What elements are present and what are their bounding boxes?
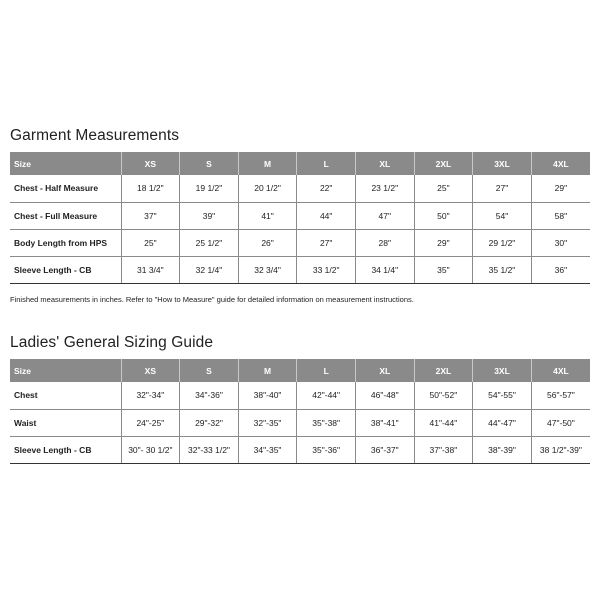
- table-cell: 38"-41": [355, 409, 414, 436]
- table-cell: 36"-37": [355, 436, 414, 463]
- row-label: Sleeve Length - CB: [10, 436, 121, 463]
- table-cell: 37"-38": [414, 436, 473, 463]
- table-cell: 35 1/2": [473, 256, 532, 283]
- header-xs: XS: [121, 152, 180, 175]
- table-cell: 22": [297, 175, 356, 202]
- table-cell: 35": [414, 256, 473, 283]
- table-cell: 56"-57": [531, 382, 590, 409]
- table-cell: 34"-36": [180, 382, 239, 409]
- header-2xl: 2XL: [414, 359, 473, 382]
- table-cell: 54"-55": [473, 382, 532, 409]
- table-cell: 38 1/2"-39": [531, 436, 590, 463]
- table-cell: 32 3/4": [238, 256, 297, 283]
- table-row: [10, 409, 590, 436]
- table-row: [10, 436, 590, 463]
- table-cell: 46"-48": [355, 382, 414, 409]
- table-cell: 23 1/2": [355, 175, 414, 202]
- table-cell: 27": [297, 229, 356, 256]
- header-xl: XL: [355, 152, 414, 175]
- table-cell: 35"-38": [297, 409, 356, 436]
- table-cell: 26": [238, 229, 297, 256]
- header-s: S: [180, 359, 239, 382]
- table-cell: 44"-47": [473, 409, 532, 436]
- table-cell: 29"-32": [180, 409, 239, 436]
- table-cell: 41": [238, 202, 297, 229]
- header-xs: XS: [121, 359, 180, 382]
- row-label: Chest - Half Measure: [10, 175, 121, 202]
- table-cell: 50"-52": [414, 382, 473, 409]
- header-l: L: [297, 359, 356, 382]
- table-cell: 28": [355, 229, 414, 256]
- table-cell: 54": [473, 202, 532, 229]
- table-cell: 38"-39": [473, 436, 532, 463]
- table-cell: 19 1/2": [180, 175, 239, 202]
- table-row: [10, 229, 590, 256]
- table-row: [10, 175, 590, 202]
- row-label: Waist: [10, 409, 121, 436]
- header-l: L: [297, 152, 356, 175]
- table-cell: 32 1/4": [180, 256, 239, 283]
- measurement-note: Finished measurements in inches. Refer to "How to Measure" guide for detailed information on measurement instructions.: [10, 295, 414, 304]
- table-cell: 29": [531, 175, 590, 202]
- table-row: [10, 382, 590, 409]
- table-cell: 34 1/4": [355, 256, 414, 283]
- header-4xl: 4XL: [531, 359, 590, 382]
- table-cell: 47"-50": [531, 409, 590, 436]
- table-cell: 29": [414, 229, 473, 256]
- garment-measurements-title: Garment Measurements: [10, 127, 180, 144]
- table-cell: 39": [180, 202, 239, 229]
- table-cell: 30"- 30 1/2": [121, 436, 180, 463]
- table-cell: 25": [121, 229, 180, 256]
- row-label: Chest: [10, 382, 121, 409]
- table-cell: 37": [121, 202, 180, 229]
- header-size: Size: [10, 359, 121, 382]
- row-label: Sleeve Length - CB: [10, 256, 121, 283]
- header-2xl: 2XL: [414, 152, 473, 175]
- header-xl: XL: [355, 359, 414, 382]
- header-3xl: 3XL: [473, 359, 532, 382]
- table-cell: 44": [297, 202, 356, 229]
- table-cell: 30": [531, 229, 590, 256]
- table-cell: 42"-44": [297, 382, 356, 409]
- table-cell: 36": [531, 256, 590, 283]
- table-cell: 58": [531, 202, 590, 229]
- table-cell: 25": [414, 175, 473, 202]
- header-4xl: 4XL: [531, 152, 590, 175]
- table-row: [10, 256, 590, 283]
- header-s: S: [180, 152, 239, 175]
- table-cell: 35"-36": [297, 436, 356, 463]
- ladies-sizing-table: [10, 359, 590, 464]
- table-cell: 33 1/2": [297, 256, 356, 283]
- table-cell: 24"-25": [121, 409, 180, 436]
- row-label: Body Length from HPS: [10, 229, 121, 256]
- table-cell: 38"-40": [238, 382, 297, 409]
- table-cell: 27": [473, 175, 532, 202]
- table-header-row: [10, 152, 590, 175]
- header-m: M: [238, 359, 297, 382]
- table-cell: 32"-35": [238, 409, 297, 436]
- header-3xl: 3XL: [473, 152, 532, 175]
- garment-measurements-table: [10, 152, 590, 284]
- table-cell: 31 3/4": [121, 256, 180, 283]
- header-m: M: [238, 152, 297, 175]
- table-cell: 50": [414, 202, 473, 229]
- table-cell: 47": [355, 202, 414, 229]
- table-cell: 20 1/2": [238, 175, 297, 202]
- ladies-sizing-title: Ladies' General Sizing Guide: [10, 334, 214, 351]
- table-cell: 29 1/2": [473, 229, 532, 256]
- table-cell: 32"-34": [121, 382, 180, 409]
- table-row: [10, 202, 590, 229]
- header-size: Size: [10, 152, 121, 175]
- table-cell: 41"-44": [414, 409, 473, 436]
- table-cell: 18 1/2": [121, 175, 180, 202]
- table-cell: 34"-35": [238, 436, 297, 463]
- table-cell: 32"-33 1/2": [180, 436, 239, 463]
- table-header-row: [10, 359, 590, 382]
- row-label: Chest - Full Measure: [10, 202, 121, 229]
- table-cell: 25 1/2": [180, 229, 239, 256]
